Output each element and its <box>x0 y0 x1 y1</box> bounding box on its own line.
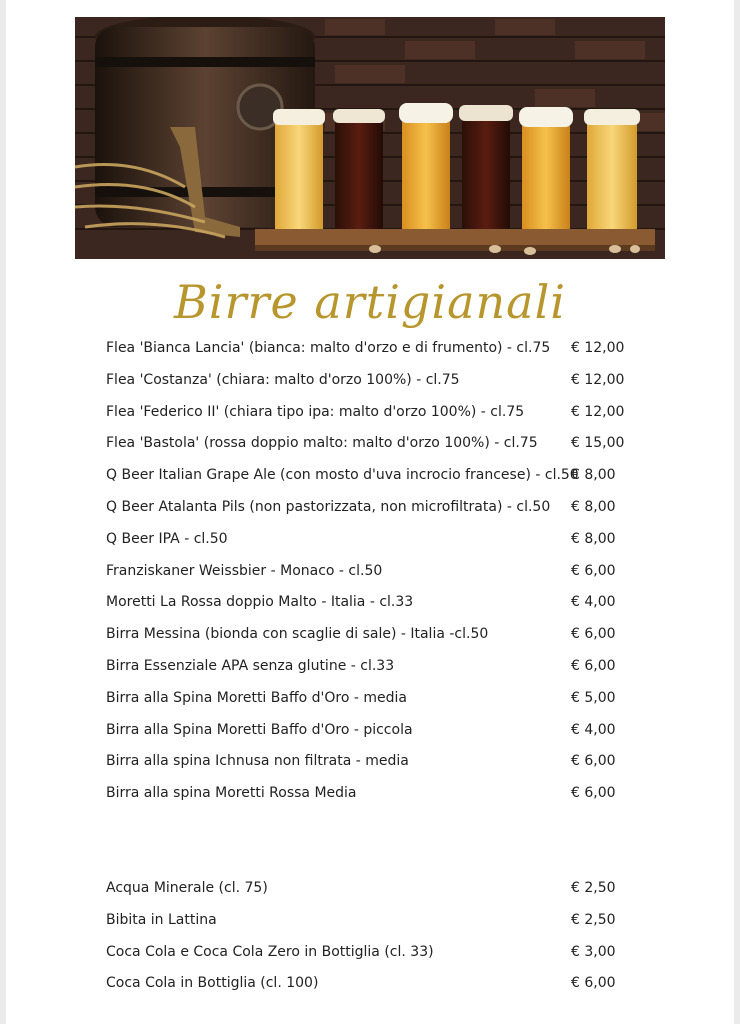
menu-item-name: Coca Cola e Coca Cola Zero in Bottiglia (cl. 33) <box>106 943 434 960</box>
menu-item-price: € 8,00 <box>571 498 616 515</box>
menu-item-price: € 6,00 <box>571 657 616 674</box>
menu-item <box>106 880 626 912</box>
menu-item <box>106 563 626 595</box>
menu-item-price: € 6,00 <box>571 562 616 579</box>
menu-item-price: € 5,00 <box>571 689 616 706</box>
menu-item <box>106 912 626 944</box>
menu-item-price: € 4,00 <box>571 594 616 611</box>
menu-item-name: Acqua Minerale (cl. 75) <box>106 880 268 896</box>
drinks-list <box>106 880 626 1007</box>
menu-item <box>106 499 626 531</box>
menu-item-name: Birra alla Spina Moretti Baffo d'Oro - media <box>106 689 407 706</box>
menu-item <box>106 722 626 754</box>
menu-item-name: Birra alla spina Ichnusa non filtrata - media <box>106 753 409 770</box>
menu-item <box>106 435 626 467</box>
menu-item-name: Birra Essenziale APA senza glutine - cl.33 <box>106 657 395 674</box>
menu-item-price: € 6,00 <box>571 975 616 992</box>
menu-item-price: € 8,00 <box>571 530 616 547</box>
menu-item-name: Coca Cola in Bottiglia (cl. 100) <box>106 975 319 992</box>
menu-item-name: Flea 'Bastola' (rossa doppio malto: malto d'orzo 100%) - cl.75 <box>106 435 538 452</box>
beer-glasses-photo <box>75 17 665 259</box>
menu-item-name: Franziskaner Weissbier - Monaco - cl.50 <box>106 562 383 579</box>
beer-glasses-illustration <box>75 17 665 259</box>
menu-item-price: € 15,00 <box>571 435 625 452</box>
menu-item-name: Birra alla spina Moretti Rossa Media <box>106 785 357 802</box>
menu-item-price: € 12,00 <box>571 371 625 388</box>
menu-item <box>106 467 626 499</box>
menu-item-price: € 6,00 <box>571 626 616 643</box>
menu-item-price: € 2,50 <box>571 911 616 928</box>
menu-item-price: € 3,00 <box>571 943 616 960</box>
menu-item <box>106 626 626 658</box>
menu-item-name: Bibita in Lattina <box>106 911 217 928</box>
menu-item-price: € 4,00 <box>571 721 616 738</box>
menu-item <box>106 753 626 785</box>
menu-item-name: Birra alla Spina Moretti Baffo d'Oro - piccola <box>106 721 413 738</box>
menu-item-price: € 12,00 <box>571 403 625 420</box>
page-title: Birre artigianali <box>173 275 566 329</box>
menu-item-name: Flea 'Costanza' (chiara: malto d'orzo 100%) - cl.75 <box>106 371 460 388</box>
menu-page <box>6 0 734 1024</box>
menu-item-name: Flea 'Federico II' (chiara tipo ipa: malto d'orzo 100%) - cl.75 <box>106 403 525 420</box>
menu-item-price: € 2,50 <box>571 880 616 896</box>
menu-item <box>106 340 626 372</box>
menu-item <box>106 531 626 563</box>
menu-item-name: Q Beer Italian Grape Ale (con mosto d'uva incrocio francese) - cl.50 <box>106 467 579 484</box>
menu-item-name: Q Beer Atalanta Pils (non pastorizzata, non microfiltrata) - cl.50 <box>106 498 551 515</box>
menu-item <box>106 404 626 436</box>
menu-item-name: Moretti La Rossa doppio Malto - Italia - cl.33 <box>106 594 414 611</box>
menu-item <box>106 785 626 817</box>
menu-item-price: € 12,00 <box>571 340 625 356</box>
menu-item <box>106 658 626 690</box>
menu-item-price: € 6,00 <box>571 785 616 802</box>
menu-item <box>106 594 626 626</box>
menu-item-name: Birra Messina (bionda con scaglie di sale) - Italia -cl.50 <box>106 626 489 643</box>
beer-list <box>106 340 626 817</box>
menu-item <box>106 944 626 976</box>
menu-item-name: Flea 'Bianca Lancia' (bianca: malto d'orzo e di frumento) - cl.75 <box>106 340 551 356</box>
menu-item-name: Q Beer IPA - cl.50 <box>106 530 228 547</box>
menu-item <box>106 372 626 404</box>
menu-item <box>106 690 626 722</box>
menu-item-price: € 8,00 <box>571 467 616 484</box>
menu-item <box>106 975 626 1007</box>
menu-item-price: € 6,00 <box>571 753 616 770</box>
